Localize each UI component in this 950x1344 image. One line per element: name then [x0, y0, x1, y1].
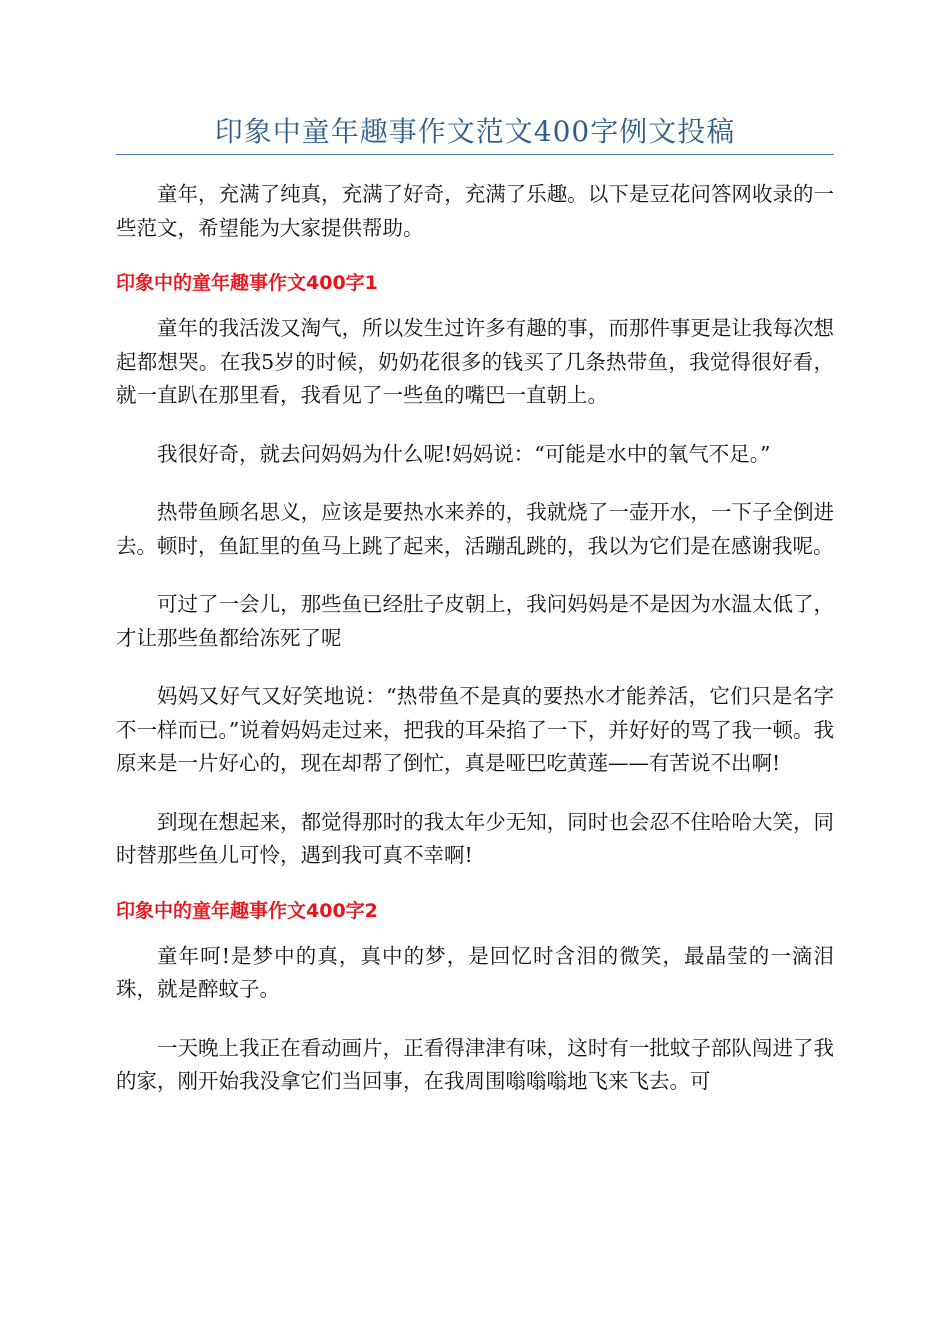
section-2-heading: 印象中的童年趣事作文400字2 — [116, 899, 378, 922]
title-underline — [116, 154, 834, 155]
section-1-paragraph: 可过了一会儿，那些鱼已经肚子皮朝上，我问妈妈是不是因为水温太低了，才让那些鱼都给冻死了呢 — [116, 592, 834, 650]
section-1-paragraph: 我很好奇，就去问妈妈为什么呢!妈妈说：“可能是水中的氧气不足。” — [157, 441, 771, 466]
section-1-paragraph: 到现在想起来，都觉得那时的我太年少无知，同时也会忍不住哈哈大笑，同时替那些鱼儿可怜，遇到我可真不幸啊! — [116, 809, 834, 867]
section-1-paragraph: 童年的我活泼又淘气，所以发生过许多有趣的事，而那件事更是让我每次想起都想哭。在我5岁的时候，奶奶花很多的钱买了几条热带鱼，我觉得很好看，就一直趴在那里看，我看见了一些鱼的嘴巴一直朝上。 — [116, 316, 834, 407]
section-1-heading: 印象中的童年趣事作文400字1 — [116, 272, 378, 294]
section-1-paragraph: 热带鱼顾名思义，应该是要热水来养的，我就烧了一壶开水，一下子全倒进去。顿时，鱼缸里的鱼马上跳了起来，活蹦乱跳的，我以为它们是在感谢我呢。 — [116, 500, 834, 558]
section-2-paragraph: 一天晚上我正在看动画片，正看得津津有味，这时有一批蚊子部队闯进了我的家，刚开始我没拿它们当回事，在我周围嗡嗡嗡地飞来飞去。可 — [116, 1035, 834, 1093]
section-2-paragraph: 童年呵!是梦中的真，真中的梦，是回忆时含泪的微笑，最晶莹的一滴泪珠，就是醉蚊子。 — [116, 943, 834, 1001]
document-body — [116, 178, 834, 1124]
document-title: 印象中童年趣事作文范文400字例文投稿 — [214, 115, 736, 148]
section-1-paragraph: 妈妈又好气又好笑地说：“热带鱼不是真的要热水才能养活，它们只是名字不一样而已。”说着妈妈走过来，把我的耳朵掐了一下，并好好的骂了我一顿。我原来是一片好心的，现在却帮了倒忙，真是哑巴吃黄莲——有苦说不出啊! — [116, 684, 834, 775]
intro-paragraph: 童年，充满了纯真，充满了好奇，充满了乐趣。以下是豆花问答网收录的一些范文，希望能为大家提供帮助。 — [116, 182, 834, 240]
